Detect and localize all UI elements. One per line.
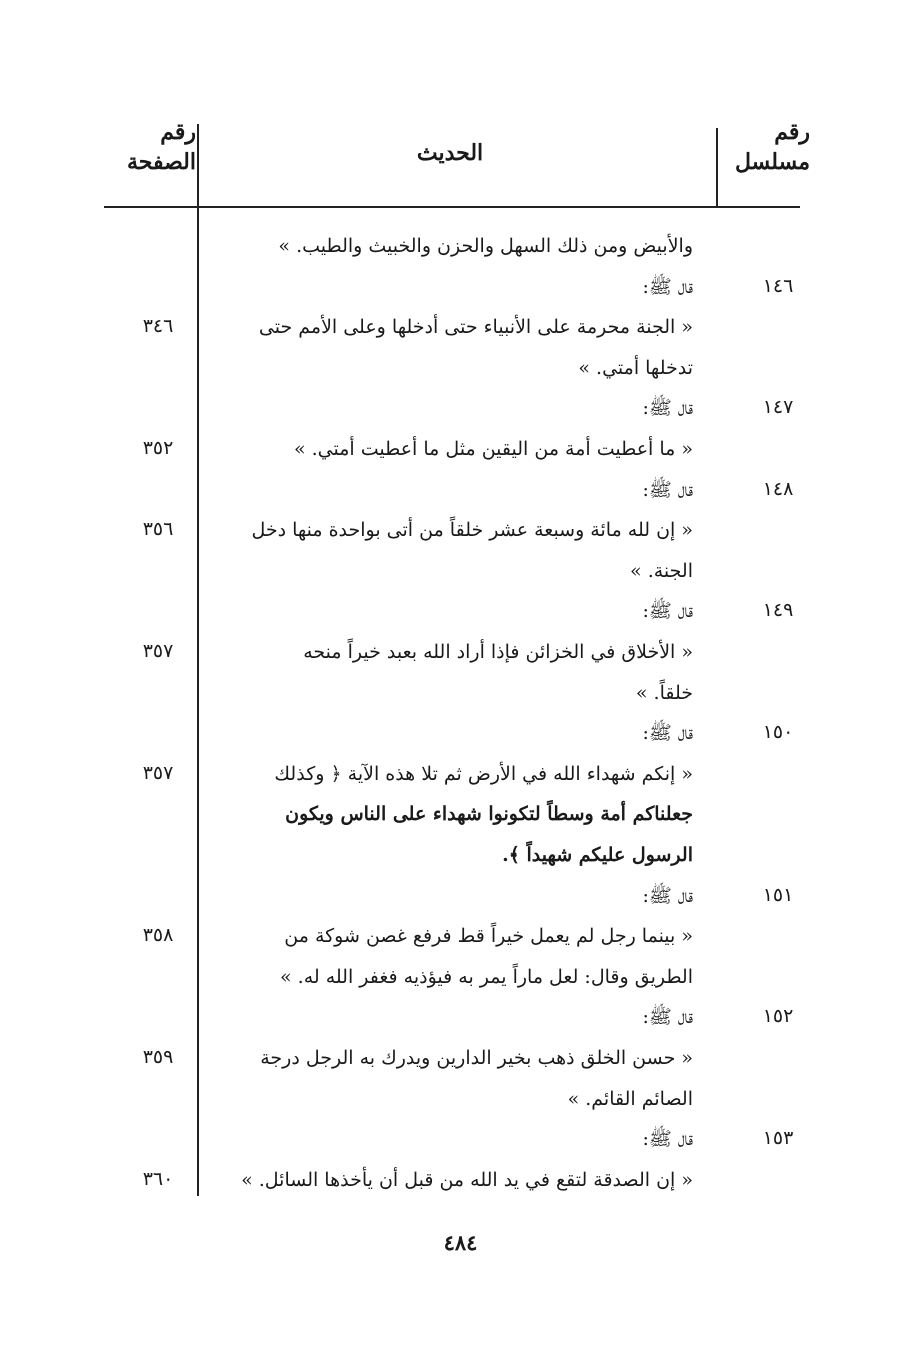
page-reference: ٣٥٨: [142, 924, 174, 946]
serial-number: ١٥٠: [762, 721, 794, 743]
hadith-line: جعلناكم أمة وسطاً لتكونوا شهداء على الناس ويكون: [285, 803, 693, 825]
page-reference: ٣٥٢: [142, 437, 174, 459]
page-reference: ٣٤٦: [142, 315, 174, 337]
hadith-line: « الجنة محرمة على الأنبياء حتى أدخلها وعلى الأمم حتى: [258, 316, 693, 338]
hadith-line: « الأخلاق في الخزائن فإذا أراد الله بعبد خيراً منحه: [303, 641, 693, 663]
hadith-line: تدخلها أمتي. »: [578, 357, 693, 379]
page-reference: ٣٦٠: [142, 1168, 174, 1190]
hadith-line: قال ﷺ:: [642, 722, 693, 744]
hadith-line: والأبيض ومن ذلك السهل والحزن والخبيث والطيب. »: [278, 235, 693, 257]
page-reference: ٣٥٦: [142, 518, 174, 540]
hadith-line: قال ﷺ:: [642, 885, 693, 907]
hadith-line: قال ﷺ:: [642, 1006, 693, 1028]
hadith-line: الطريق وقال: لعل ماراً يمر به فيؤذيه فغفر الله له. »: [279, 966, 693, 988]
hadith-line: « ما أعطيت أمة من اليقين مثل ما أعطيت أمتي. »: [293, 438, 693, 460]
hadith-line: « بينما رجل لم يعمل خيراً قط فرفع غصن شوكة من: [284, 925, 693, 947]
page-reference: ٣٥٧: [142, 762, 174, 784]
hadith-line: الصائم القائم. »: [567, 1088, 693, 1110]
hadith-line: الرسول عليكم شهيداً ﴾.: [502, 844, 693, 866]
serial-number: ١٤٩: [762, 599, 794, 621]
serial-number: ١٥٢: [762, 1005, 794, 1027]
page-reference: ٣٥٩: [142, 1046, 174, 1068]
header-divider: [104, 206, 800, 208]
header-separator-right: [716, 128, 718, 208]
hadith-line: الجنة. »: [630, 560, 693, 582]
hadith-line: « إن الصدقة لتقع في يد الله من قبل أن يأخذها السائل. »: [241, 1169, 693, 1191]
hadith-line: قال ﷺ:: [642, 276, 693, 298]
hadith-line: قال ﷺ:: [642, 600, 693, 622]
serial-number: ١٤٦: [762, 275, 794, 297]
serial-number: ١٥١: [762, 884, 794, 906]
hadith-line: قال ﷺ:: [642, 397, 693, 419]
page-reference: ٣٥٧: [142, 640, 174, 662]
hadith-line: خلقاً. »: [635, 682, 693, 704]
hadith-line: « إن لله مائة وسبعة عشر خلقاً من أتى بواحدة منها دخل: [251, 519, 693, 541]
serial-number: ١٤٨: [762, 478, 794, 500]
page-number-header: رقم الصفحة: [126, 119, 196, 175]
hadith-line: قال ﷺ:: [642, 479, 693, 501]
hadith-line: « إنكم شهداء الله في الأرض ثم تلا هذه الآية ﴿ وكذلك: [274, 763, 693, 785]
serial-number: ١٥٣: [762, 1127, 794, 1149]
page-number: ٤٨٤: [443, 1230, 478, 1255]
hadith-line: قال ﷺ:: [642, 1128, 693, 1150]
hadith-header: الحديث: [416, 140, 484, 166]
serial-number: ١٤٧: [762, 396, 794, 418]
hadith-line: « حسن الخلق ذهب بخير الدارين ويدرك به الرجل درجة: [260, 1047, 693, 1069]
serial-number-header: رقم مسلسل: [735, 119, 810, 175]
